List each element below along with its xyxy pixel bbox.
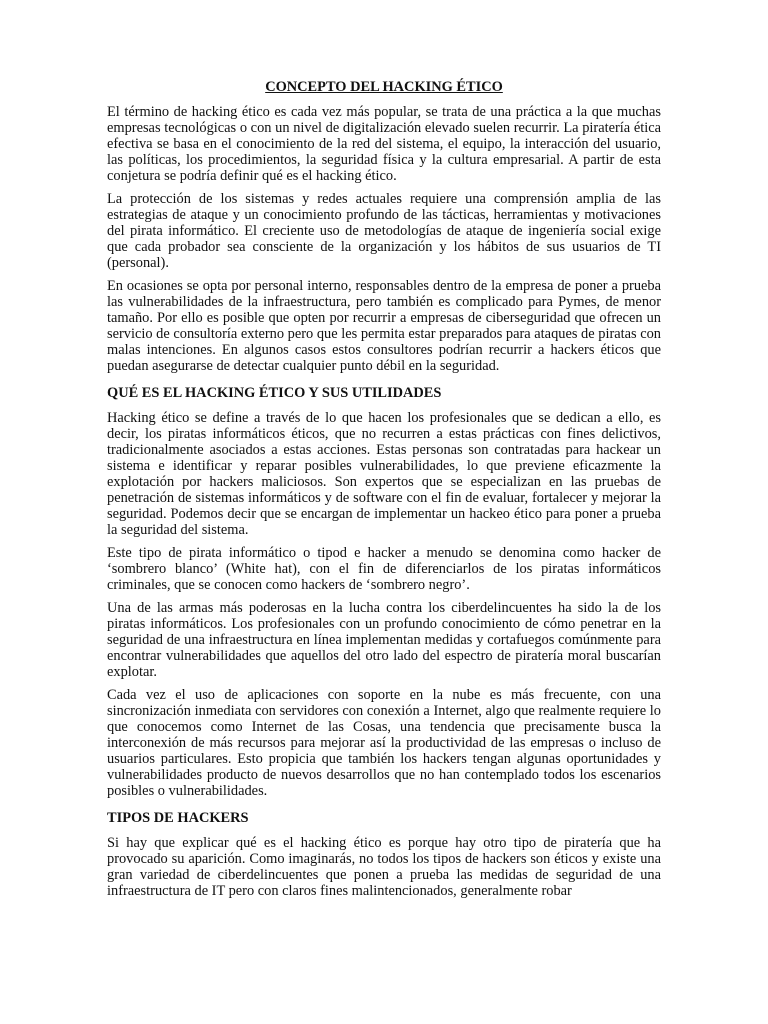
paragraph: El término de hacking ético es cada vez más popular, se trata de una práctica a la que muchas empresas tecnológicas o con un nivel de digitalización elevado suelen recurrir. La piratería ética efectiva se basa en el conocimiento de la red del sistema, el equipo, la interacción del usuario, las políticas, los procedimientos, la seguridad física y la cultura empresarial. A partir de esta conjetura se podría definir qué es el hacking ético. [107, 104, 661, 184]
section-intro [107, 104, 661, 374]
paragraph: Cada vez el uso de aplicaciones con soporte en la nube es más frecuente, con una sincronización inmediata con servidores con conexión a Internet, algo que realmente requiere lo que conocemos como Internet de las Cosas, una tendencia que precisamente busca la interconexión de más recursos para mejorar así la productividad de las empresas o incluso de usuarios particulares. Esto propicia que también los hackers tengan algunas oportunidades y vulnerabilidades producto de nuevos desarrollos que no han contemplado todos los escenarios posibles o vulnerabilidades. [107, 687, 661, 799]
section-heading: TIPOS DE HACKERS [107, 810, 249, 826]
section-heading: QUÉ ES EL HACKING ÉTICO Y SUS UTILIDADES [107, 385, 442, 401]
section-que-es [107, 384, 661, 799]
document-page [107, 78, 661, 906]
paragraph: En ocasiones se opta por personal interno, responsables dentro de la empresa de poner a prueba las vulnerabilidades de la infraestructura, pero también es complicado para Pymes, de menor tamaño. Por ello es posible que opten por recurrir a empresas de ciberseguridad que ofrecen un servicio de consultoría externo pero que les permita estar preparados para ataques de piratas con malas intenciones. En algunos casos estos consultores podrían recurrir a hackers éticos que puedan asegurarse de detectar cualquier punto débil en la seguridad. [107, 278, 661, 374]
document-title: CONCEPTO DEL HACKING ÉTICO [265, 79, 503, 95]
paragraph: La protección de los sistemas y redes actuales requiere una comprensión amplia de las estrategias de ataque y un conocimiento profundo de las tácticas, herramientas y motivaciones del pirata informático. El creciente uso de metodologías de ataque de ingeniería social exige que cada probador sea consciente de la organización y los hábitos de sus usuarios de TI (personal). [107, 191, 661, 271]
paragraph: Si hay que explicar qué es el hacking ético es porque hay otro tipo de piratería que ha provocado su aparición. Como imaginarás, no todos los tipos de hackers son éticos y existe una gran variedad de ciberdelincuentes que ponen a prueba las medidas de seguridad de una infraestructura de IT pero con claros fines malintencionados, generalmente robar [107, 835, 661, 899]
paragraph: Este tipo de pirata informático o tipod e hacker a menudo se denomina como hacker de ‘sombrero blanco’ (White hat), con el fin de diferenciarlos de los piratas informáticos criminales, que se conocen como hackers de ‘sombrero negro’. [107, 545, 661, 593]
paragraph: Hacking ético se define a través de lo que hacen los profesionales que se dedican a ello, es decir, los piratas informáticos éticos, que no recurren a estas prácticas con fines delictivos, tradicionalmente asociados a estas acciones. Estas personas son contratadas para hackear un sistema e identificar y reparar posibles vulnerabilidades, lo que previene eficazmente la explotación por hackers maliciosos. Son expertos que se especializan en las pruebas de penetración de sistemas informáticos y de software con el fin de evaluar, fortalecer y mejorar la seguridad. Podemos decir que se encargan de implementar un hackeo ético para poner a prueba la seguridad del sistema. [107, 410, 661, 538]
section-tipos [107, 809, 661, 899]
paragraph: Una de las armas más poderosas en la lucha contra los ciberdelincuentes ha sido la de los piratas informáticos. Los profesionales con un profundo conocimiento de cómo penetrar en la seguridad de una infraestructura en línea implementan medidas y cortafuegos comúnmente para encontrar vulnerabilidades que aquellos del otro lado del espectro de piratería moral buscarían explotar. [107, 600, 661, 680]
